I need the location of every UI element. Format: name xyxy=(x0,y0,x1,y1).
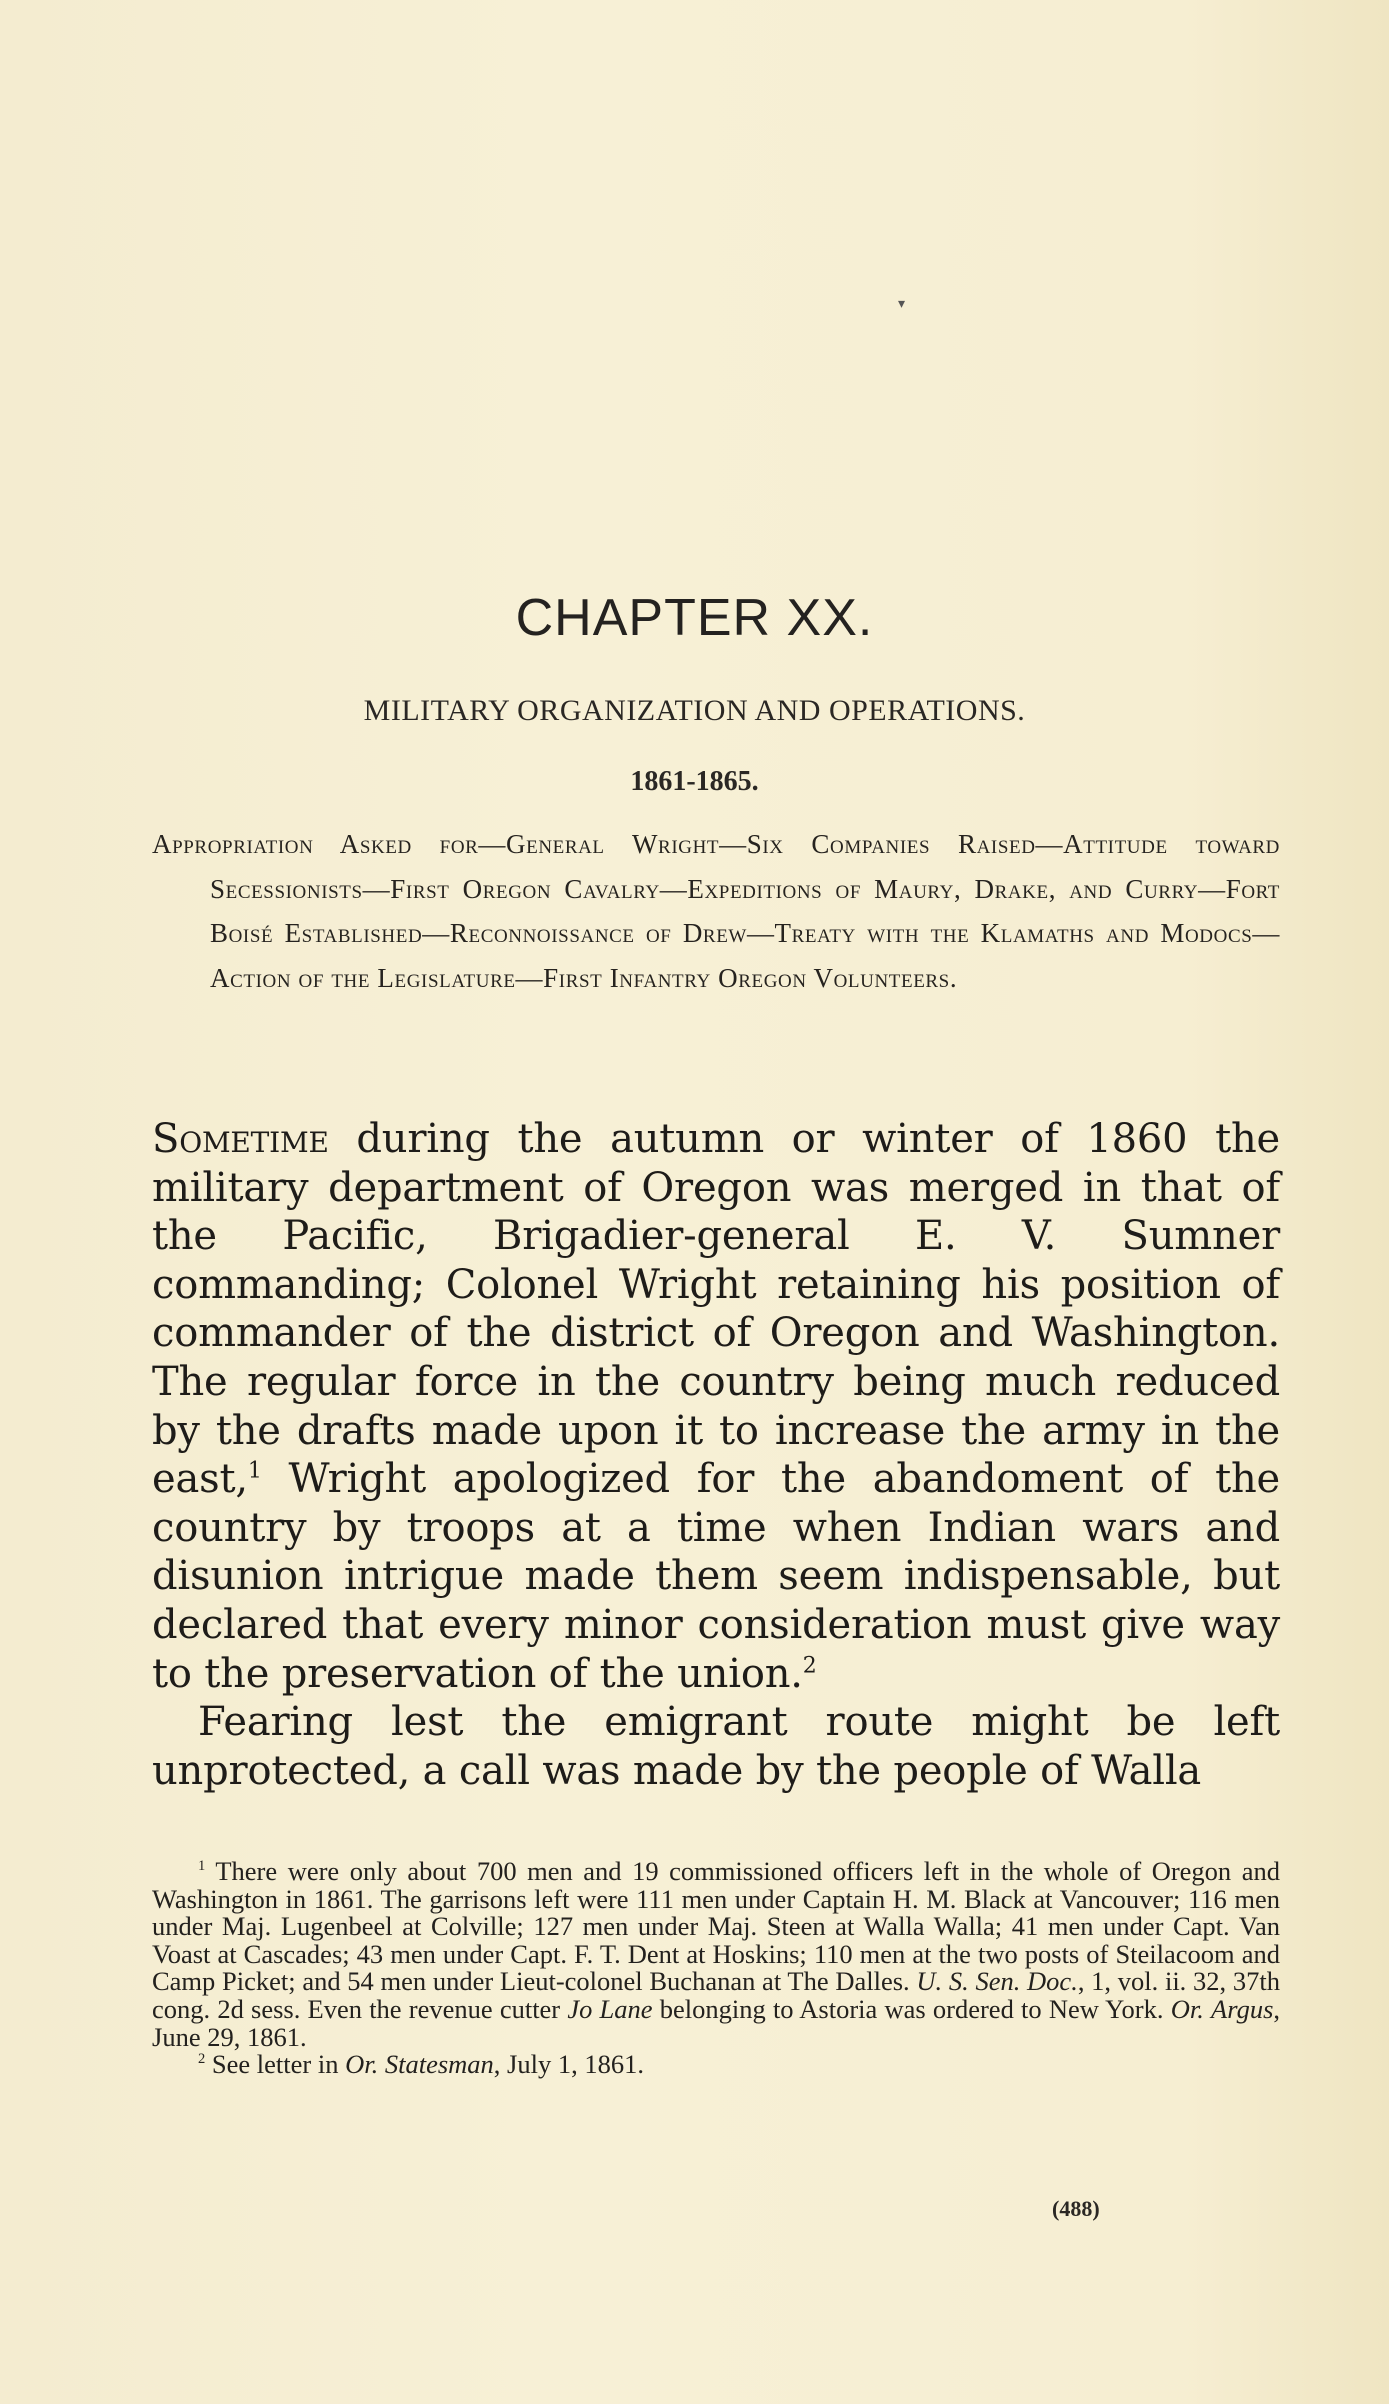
footnote-1-ref-2a: Or. xyxy=(1170,1993,1204,2024)
footnote-1 xyxy=(152,1858,1280,2051)
chapter-subtitle: MILITARY ORGANIZATION AND OPERATIONS. xyxy=(363,694,1026,727)
footnote-1-text-e: , June 29, 1861. xyxy=(152,1993,1281,2052)
footnote-2-text-a: See letter in xyxy=(205,2049,346,2080)
paragraph-1-text-a: during the autumn or winter of 1860 the military department of Oregon was merged in that of the Pacific, Brigadier-general E. V. Sumner commanding; Colonel Wright retaining his position of commander of the district of Oregon and Washington. The regular force in the country being much reduced by the drafts made upon it to increase the army in the east, xyxy=(152,1116,1280,1503)
paragraph-2: Fearing lest the emigrant route might be left unprotected, a call was made by the people of Walla xyxy=(152,1699,1280,1794)
printer-mark: ▾ xyxy=(898,296,906,312)
footnote-1-ref-1: U. S. Sen. Doc. xyxy=(916,1966,1078,1997)
footnote-1-text-b: , 1, vol. ii. 32, 37th cong. 2d sess. Even the revenue cutter xyxy=(152,1966,1280,2024)
footnote-1-text-a: There were only about 700 men and 19 commissioned officers left in the whole of Oregon and Washington in 1861. The garrisons left were 111 men under Captain H. M. Black at Vancouver; 116 men under Maj. Lugenbeel at Colville; 127 men under Maj. Steen at Walla Walla; 41 men under Capt. Van Voast at Cascades; 43 men under Capt. F. T. Dent at Hoskins; 110 men at the two posts of Steilacoom and Camp Picket; and 54 men under Lieut-colonel Buchanan at The Dalles. xyxy=(152,1856,1280,1997)
footnote-2-marker: 2 xyxy=(198,2051,206,2068)
footnotes xyxy=(152,1858,1280,2079)
footnote-1-ship: Jo Lane xyxy=(567,1993,653,2024)
footnote-2 xyxy=(152,2051,1280,2079)
body-text xyxy=(152,1115,1280,1795)
chapter-years: 1861-1865. xyxy=(630,766,759,797)
paragraph-lead-word: Sometime xyxy=(152,1116,329,1162)
footnote-ref-2[interactable]: 2 xyxy=(802,1653,817,1679)
footnote-1-marker: 1 xyxy=(198,1858,206,1875)
footnote-ref-1[interactable]: 1 xyxy=(247,1458,262,1484)
paragraph-1 xyxy=(152,1115,1280,1698)
footnote-1-ref-2b: Argus xyxy=(1211,1993,1274,2024)
chapter-title: CHAPTER XX. xyxy=(515,589,874,647)
page-number: (488) xyxy=(1052,2196,1100,2221)
footnote-2-text-b: , July 1, 1861. xyxy=(493,2049,644,2080)
paragraph-1-text-b: Wright apologized for the abandoment of the country by troops at a time when Indian wars and disunion intrigue made them seem indispensable, but declared that every minor consideration must give way to the preservation of the union. xyxy=(152,1456,1280,1697)
footnote-1-text-c: belonging to Astoria was ordered to New York. xyxy=(652,1993,1171,2024)
chapter-summary: Appropriation Asked for—General Wright—Six Companies Raised—Attitude toward Secessionists—First Oregon Cavalry—Expeditions of Maury, Drake, and Curry—Fort Boisé Established—Reconnoissance of Drew—Treaty with the Klamaths and Modocs—Action of the Legislature—First Infantry Oregon Volunteers. xyxy=(152,829,1280,993)
footnote-2-ref: Or. Statesman xyxy=(345,2049,494,2080)
footnote-1-text-d xyxy=(1204,1994,1211,2024)
